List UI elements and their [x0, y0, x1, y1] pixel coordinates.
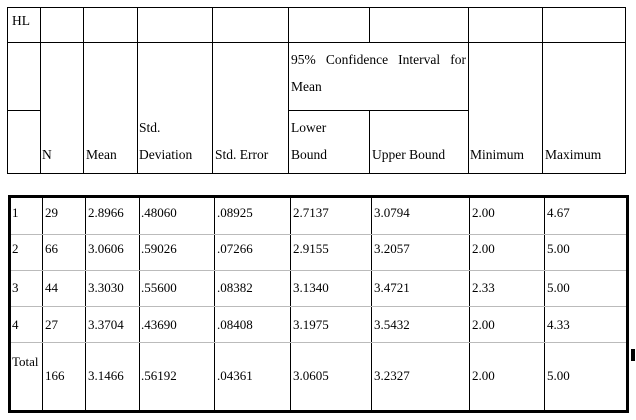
- row-upper: 3.2327: [374, 368, 410, 383]
- ci-group-header: [291, 46, 466, 100]
- row-max: 5.00: [547, 280, 570, 295]
- row-se: .07266: [217, 241, 253, 256]
- row-group: Total: [12, 354, 39, 369]
- col-header-maximum: Maximum: [545, 147, 602, 162]
- row-group: 2: [12, 241, 19, 256]
- row-n: 29: [45, 205, 58, 220]
- row-max: 4.33: [547, 317, 570, 332]
- row-lower: 3.1975: [293, 317, 329, 332]
- row-se: .08925: [217, 205, 253, 220]
- col-header-lower-bound: [291, 114, 351, 168]
- row-n: 66: [45, 241, 58, 256]
- row-n: 27: [45, 317, 58, 332]
- row-mean: 3.1466: [88, 368, 124, 383]
- col-header-n: N: [42, 147, 52, 162]
- row-min: 2.00: [472, 241, 495, 256]
- row-sd: .43690: [141, 317, 177, 332]
- row-upper: 3.5432: [374, 317, 410, 332]
- row-max: 5.00: [547, 368, 570, 383]
- row-mean: 3.3704: [88, 317, 124, 332]
- lower-bound-label: Lower Bound: [291, 120, 328, 162]
- row-mean: 3.3030: [88, 280, 124, 295]
- row-group: 1: [12, 205, 19, 220]
- row-se: .08408: [217, 317, 253, 332]
- row-mean: 2.8966: [88, 205, 124, 220]
- row-mean: 3.0606: [88, 241, 124, 256]
- col-header-upper-bound: Upper Bound: [372, 147, 446, 162]
- row-group: 3: [12, 280, 19, 295]
- ci-group-label: 95% Confidence Interval for Mean: [291, 52, 466, 94]
- row-sd: .48060: [141, 205, 177, 220]
- header-table: [0, 0, 636, 184]
- row-lower: 3.1340: [293, 280, 329, 295]
- col-header-std-error: Std. Error: [215, 147, 269, 162]
- row-upper: 3.2057: [374, 241, 410, 256]
- row-n: 44: [45, 280, 58, 295]
- row-min: 2.00: [472, 368, 495, 383]
- row-sd: .55600: [141, 280, 177, 295]
- row-min: 2.33: [472, 280, 495, 295]
- text-cursor-mark: [631, 349, 635, 361]
- col-header-minimum: Minimum: [470, 147, 525, 162]
- data-table: [0, 180, 636, 420]
- row-max: 4.67: [547, 205, 570, 220]
- table-title: HL: [12, 13, 30, 28]
- row-se: .04361: [217, 368, 253, 383]
- row-lower: 2.9155: [293, 241, 329, 256]
- row-lower: 3.0605: [293, 368, 329, 383]
- row-upper: 3.0794: [374, 205, 410, 220]
- row-max: 5.00: [547, 241, 570, 256]
- row-n: 166: [45, 368, 65, 383]
- row-lower: 2.7137: [293, 205, 329, 220]
- row-min: 2.00: [472, 205, 495, 220]
- row-min: 2.00: [472, 317, 495, 332]
- row-sd: .56192: [141, 368, 177, 383]
- col-header-std-deviation: [139, 114, 211, 168]
- col-header-mean: Mean: [86, 147, 117, 162]
- row-upper: 3.4721: [374, 280, 410, 295]
- std-deviation-label: Std. Deviation: [139, 120, 193, 162]
- row-se: .08382: [217, 280, 253, 295]
- row-sd: .59026: [141, 241, 177, 256]
- row-group: 4: [12, 317, 19, 332]
